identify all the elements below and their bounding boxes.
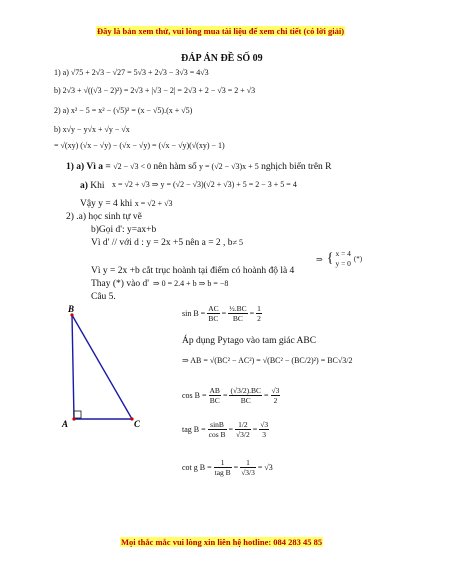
q2-vi-text: Vì d' // với d : y = 2x +5 nên a = 2 , b xyxy=(91,238,233,248)
q2-thay-expr: ⇒ 0 = 2.4 + b ⇒ b = −8 xyxy=(152,279,229,288)
preview-banner: Đây là bản xem thử, vui lòng mua tài liệu để xem chi tiết (có lời giải) xyxy=(97,26,345,36)
tan-den-3: 3 xyxy=(259,429,269,439)
system-tag: (*) xyxy=(353,255,363,263)
hotline-footer: Mọi thắc mắc vui lòng xin liên hệ hotline: 084 283 45 85 xyxy=(121,537,323,547)
label-a: A xyxy=(62,419,69,429)
q1-vay: Vậy y = 4 khi xyxy=(80,199,135,209)
cot-lhs: cot g B = xyxy=(182,463,212,472)
cot-b-formula: cot g B = $\frac{1}{\text{tag B}}$ = $\frac{1}{√3/3}$ = √3 xyxy=(182,458,273,477)
side-bc xyxy=(72,315,132,419)
implies-symbol: ⇒ xyxy=(316,254,323,264)
vertex-a xyxy=(72,417,75,420)
sin-den-3: 2 xyxy=(257,314,261,323)
sin-num-1: AC xyxy=(208,304,219,313)
system-eq-1: x = 4 xyxy=(335,249,351,258)
brace-icon: { xyxy=(326,251,334,266)
answer-2a: 2) a) x² − 5 = x² − (√5)² = (x − √5).(x + √5) xyxy=(54,106,193,115)
cos-den-3: 2 xyxy=(271,395,281,405)
cos-b-formula: cos B = $\frac{AB}{BC}$ = $\frac{(√3/2).BC}{BC}$ = $\frac{√3}{2}$ xyxy=(182,386,280,405)
cot-num-1: 1 xyxy=(220,458,225,467)
answer-2b: b) x√y − y√x + √y − √x xyxy=(54,125,130,134)
q2-vi-expr: ≠ 5 xyxy=(232,238,243,247)
cot-result: = √3 xyxy=(257,463,273,472)
triangle-figure xyxy=(58,305,148,430)
q1-a-mid: nên hàm số xyxy=(151,162,200,172)
tan-num-1: sinB xyxy=(210,420,224,429)
sin-num-3: 1 xyxy=(257,304,261,313)
tan-num-2: 1/2 xyxy=(238,420,248,429)
sin-den-2: BC xyxy=(228,313,248,323)
cos-den-2: BC xyxy=(229,395,262,405)
q1-b-text: Khi xyxy=(87,181,105,191)
q2-a: 2) .a) học sinh tự vẽ xyxy=(66,212,142,222)
cos-den-1: BC xyxy=(209,396,220,405)
sin-lhs: sin B = xyxy=(182,309,206,318)
q2-b: b)Gọi d': y=ax+b xyxy=(91,225,157,235)
tan-den-2: √3/2 xyxy=(236,430,250,439)
q1-a-label: 1) a) Vì a = xyxy=(66,162,114,172)
answer-1b: b) 2√3 + √((√3 − 2)²) = 2√3 + |√3 − 2| = 2√3 + 2 − √3 = 2 + √3 xyxy=(54,86,256,95)
cos-num-1: AB xyxy=(209,386,220,395)
tan-b-formula: tag B = $\frac{\sin B}{\text{cos B}}$ = $\frac{1/2}{√3/2}$ = $\frac{√3}{3}$ xyxy=(182,420,269,439)
q1-b-label: a) xyxy=(80,181,88,191)
cos-num-2: (√3/2).BC xyxy=(230,386,262,395)
right-angle-mark xyxy=(74,411,81,418)
tan-lhs: tag B = xyxy=(182,425,206,434)
q1-conclusion xyxy=(80,199,173,209)
q1-vay-expr: x = √2 + √3 xyxy=(134,199,173,208)
label-b: B xyxy=(68,305,75,314)
cot-num-2: 1 xyxy=(246,458,250,467)
q1-a-func: y = (√2 − √3)x + 5 xyxy=(199,162,259,171)
q1-b-expr: x = √2 + √3 ⇒ y = (√2 − √3)(√2 + √3) + 5 = 2 − 3 + 5 = 4 xyxy=(112,180,297,189)
ab-derivation: ⇒ AB = √(BC² − AC²) = √(BC² − (BC/2)²) = BC√3/2 xyxy=(182,356,353,365)
sin-b-formula: sin B = $\frac{AC}{BC}$ = $\frac{\text{½.BC}}{BC}$ = $\frac{1}{2}$ xyxy=(182,304,261,323)
tan-den-1: cos B xyxy=(208,430,226,439)
side-ab xyxy=(72,315,74,419)
q1-a-expr: √2 − √3 < 0 xyxy=(113,162,152,171)
q1-a-line xyxy=(66,162,332,172)
label-c: C xyxy=(134,419,141,429)
answer-1a: 1) a) √75 + 2√3 − √27 = 5√3 + 2√3 − 3√3 = 4√3 xyxy=(54,68,209,77)
q5-label: Câu 5. xyxy=(91,292,116,302)
tan-num-3: √3 xyxy=(260,420,269,429)
sin-num-2: ½.BC xyxy=(229,304,247,313)
cot-den-2: √3/3 xyxy=(241,468,255,477)
q2-thay-text: Thay (*) vào d' xyxy=(91,279,149,289)
q2-vi xyxy=(91,238,243,248)
q2-thay xyxy=(91,279,228,289)
cos-lhs: cos B = xyxy=(182,391,207,400)
cot-den-1: tag B xyxy=(214,468,231,477)
page-title: ĐÁP ÁN ĐỀ SỐ 09 xyxy=(181,53,263,64)
sin-den-1: BC xyxy=(208,314,219,323)
q2-system xyxy=(316,249,362,269)
pytago-line: Áp dụng Pytago vào tam giác ABC xyxy=(182,336,317,346)
answer-2b-result: = √(xy) (√x − √y) − (√x − √y) = (√x − √y)(√(xy) − 1) xyxy=(54,141,225,150)
cos-num-3: √3 xyxy=(271,386,280,395)
q1-b-line xyxy=(80,181,105,191)
system-eq-2: y = 0 xyxy=(335,259,351,268)
q2-cut: Vì y = 2x +b cắt trục hoành tại điểm có hoành độ là 4 xyxy=(91,266,295,276)
q1-a-end: nghịch biến trên R xyxy=(258,162,332,172)
